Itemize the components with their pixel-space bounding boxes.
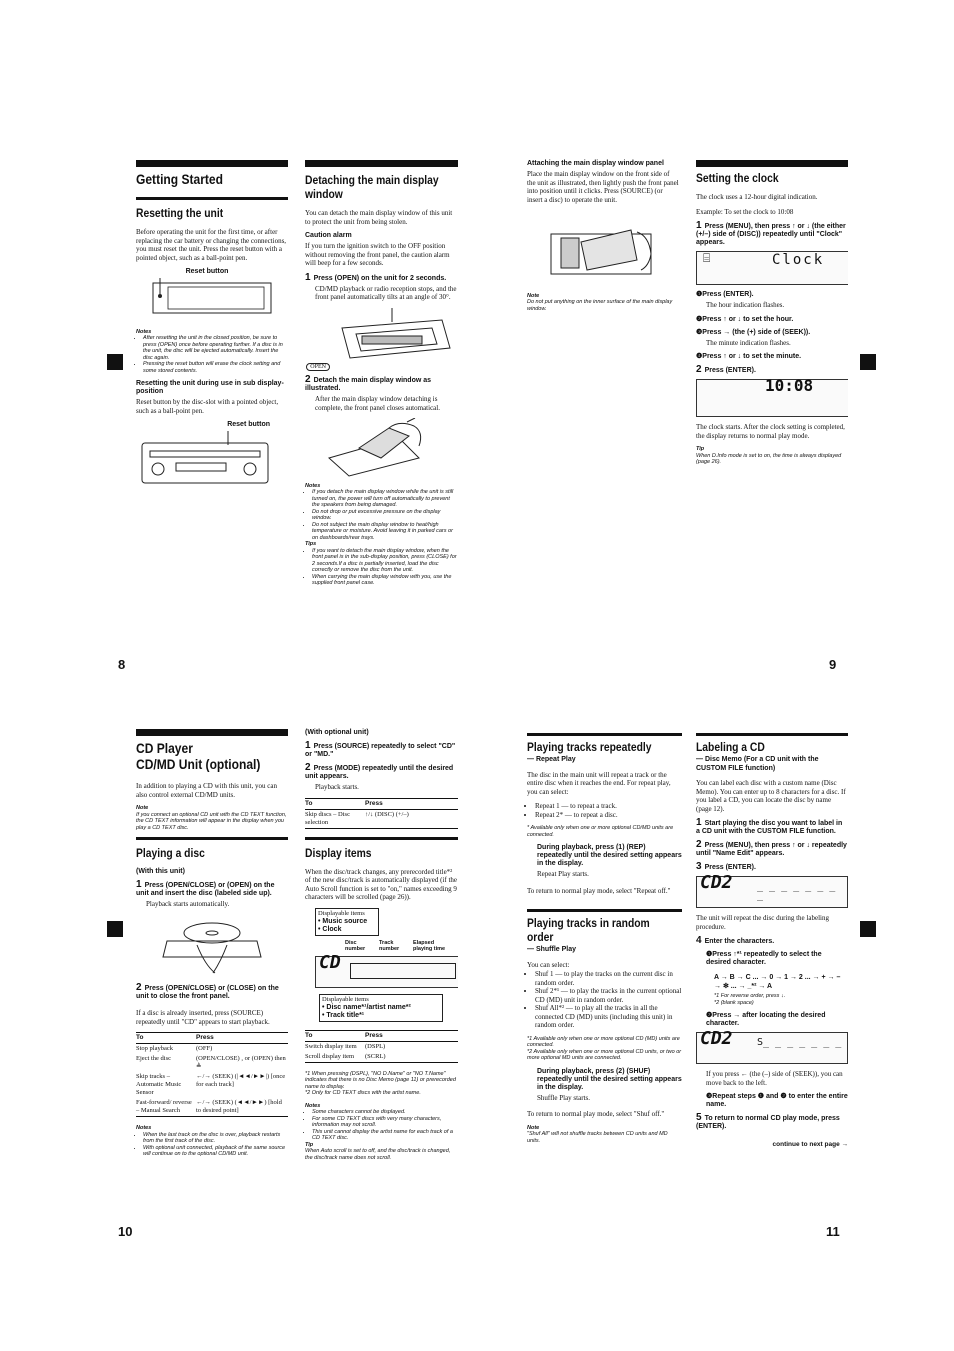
tip-text: When D.Info mode is set to on, the time is always displayed (page 26). [696,452,842,465]
section-subtitle: — Shuffle Play [527,946,577,953]
substep: ❶Press ↑*¹ repeatedly to select the desired character. [706,951,822,966]
detach-hand-illustration [319,418,444,480]
step-1: 1 Press (MENU), then press ↑ or ↓ (the either (+/–) side of (DISC)) repeatedly until "Clock" appears. [696,220,846,246]
note-text: "Shuf All" will not shuffle tracks between CD units and MD units. [527,1131,668,1144]
page-marker [860,354,876,370]
body-text: If a disc is already inserted, press (SOURCE) repeatedly until "CD" appears to start playback. [136,1009,270,1026]
table-row: Scroll display item (SCRL) [305,1052,458,1063]
note-block [136,805,288,831]
note-item: • With optional unit connected, playback of the same source will continue on to the optional CD/MD unit. [143,1145,288,1158]
notes-title: Notes [136,328,152,335]
section-bar [305,160,458,167]
step: During playback, press (1) (REP) repeatedly until the desired setting appears in the display. [537,844,682,867]
page-marker [107,354,123,370]
attach-heading: Attaching the main display window panel [527,160,664,167]
footnote: *1 For reverse order, press ↓. [714,993,786,999]
note-item: • Some characters cannot be displayed. [312,1109,458,1116]
figure-label: Reset button [227,421,270,428]
section-title: Setting the clock [696,171,779,185]
lcd-source: CD2 [700,1028,733,1049]
body-text: The disc in the main unit will repeat a track or the entire disc when it reaches the end. For repeat play, you can select: [527,770,671,796]
notes-title: Notes [136,1125,152,1131]
body-text: To return to normal play mode, select "Shuf off." [527,1110,665,1118]
repeat-shuffle-column [527,733,682,1150]
footnote: *1 Available only when one or more optional CD (MD) units are connected. [527,1035,680,1048]
table-row: Switch display item (DSPL) [305,1042,386,1050]
step-5: 5 To return to normal CD play mode, press (ENTER). [696,1112,840,1130]
section-title: Labeling a CD [696,740,765,754]
note-item: • Pressing the reset button will erase the clock setting and some stored contents. [143,361,288,374]
disc-skip-table [305,798,458,829]
section-title: Playing tracks in random order [527,916,650,944]
note-item: • For some CD TEXT discs with very many characters, information may not scroll. [312,1116,458,1129]
note-title: Note [527,1124,540,1131]
note-block [527,1125,682,1145]
repeat-options [527,802,682,819]
box-title: Displayable items [322,995,369,1003]
detach-figure-2 [305,418,458,483]
substep: ❸Repeat steps ❶ and ❷ to enter the entire name. [706,1093,848,1108]
reset-button-figure [152,278,288,321]
section-title: Getting Started [136,171,223,187]
note-item: • After resetting the unit in the closed position, be sure to press (OPEN) once before operating further. If a disc is in the unit, the disc will be ejected automatically. Insert the disc again. [143,335,288,361]
lcd-text: Clock [772,252,825,268]
controls-table [136,1032,288,1117]
lcd-time: 10:08 [765,376,814,395]
body-text: You can select: [527,960,570,969]
lcd-time-display [696,376,848,417]
step-body: CD/MD playback or radio reception stops, and the front panel automatically tilts at an angle of 30°. [315,284,457,301]
optional-unit-column [305,729,458,1167]
table-row: Skip tracks – Automatic Music Sensor ←/→ (SEEK) (|◄◄/►►|) [once for each track] [136,1073,286,1096]
box-item: • Music source [318,917,368,925]
tip-item: • If you want to detach the main display window, when the front panel is in the sub-display position, press (CLOSE) for 2 seconds.If a disc is partially inserted, load the disc correctly or remove the disc from the unit. [312,548,458,574]
subsection-title: Resetting the unit [136,206,224,220]
footnote: * Available only when one or more optional CD/MD units are connected. [527,825,674,838]
note-item: • Do not drop or put excessive pressure on the display window. [312,509,458,522]
substep: ❷Press → after locating the desired character. [706,1012,826,1027]
substep-body: The hour indication flashes. [706,301,785,309]
notes-block [136,1125,288,1158]
tip-text: When Auto scroll is set to off, and the disc/track is changed, the disc/track name does not scroll. [305,1148,451,1161]
insert-disc-illustration [157,915,267,977]
list-item: • Shuf 1 — to play the tracks on the current disc in random order. [535,970,682,987]
step-2: 2 Press (ENTER). [696,364,756,375]
body-text: The unit will repeat the disc during the labeling procedure. [696,914,829,931]
subsection-title: Playing a disc [136,846,205,860]
step-1: 1 Press (OPEN) on the unit for 2 seconds. [305,271,447,283]
section-bar [136,160,288,167]
step-2: 2 Press (OPEN/CLOSE) or (CLOSE) on the unit to close the front panel. [136,982,279,1000]
lcd-cd-display [315,951,458,988]
step-body: Repeat Play starts. [537,870,589,878]
body-text: You can detach the main display window of this unit to protect the unit from being stolen. [305,209,453,226]
chapter-title-2: CD/MD Unit (optional) [136,756,261,772]
lcd-source: CD2 [700,872,733,893]
lcd-name-field: _ _ _ _ _ _ _ _ [757,881,836,901]
list-item: • Shuf All*² — to play all the tracks in all the connected CD (MD) units (including this unit) in random order. [535,1004,682,1030]
table-row: Stop playback (OFF) [136,1045,213,1052]
section-title: Detaching the main display window [305,173,439,201]
step: During playback, press (2) (SHUF) repeatedly until the desired setting appears in the display. [537,1067,682,1091]
substep: ❸Press → (the (+) side of (SEEK)). [696,328,811,336]
tip-title: Tip [305,1141,314,1148]
page-number: 11 [826,1224,840,1239]
display-indicator-icon: ⌸ [703,251,711,265]
table-header: To [305,798,365,809]
footnote: *2 Available only when one or more optional CD units, or two or more optional MD units are connected. [527,1048,682,1061]
lcd-name-edit-display [696,872,848,908]
table-header: Press [196,1033,288,1044]
notes-title: Notes [305,482,321,489]
step-body: Playback starts automatically. [146,900,230,908]
box-title: Displayable items [318,909,365,917]
list-item: • Repeat 2* — to repeat a disc. [535,811,682,820]
detach-column [305,160,458,593]
subsection-heading: Resetting the unit during use in sub display-position [136,380,284,395]
body-text: In addition to playing a CD with this unit, you can also control external CD/MD units. [136,782,277,799]
box-item: • Clock [318,925,342,933]
page-marker [107,921,123,937]
body-text: The clock uses a 12-hour digital indication. [696,193,818,201]
substep: ❹Press ↑ or ↓ to set the minute. [696,353,802,360]
tip-title: Tip [696,446,705,452]
display-items-box-1 [315,908,379,936]
body-text: Example: To set the clock to 10:08 [696,207,794,216]
chapter-title-1: CD Player [136,740,193,756]
disc-number-label: Disc number [345,939,366,952]
note-title: Note [136,805,149,811]
open-button-label: OPEN [306,363,330,371]
table-header: To [136,1033,196,1044]
lcd-clock-display [696,251,848,285]
body-text: Place the main display window on the front side of the unit as illustrated, then lightly push the front panel into position until it clicks. Press (SOURCE) (or insert a disc) to operate the unit. [527,170,679,204]
page-number: 10 [118,1224,133,1239]
shuffle-options [527,970,682,1030]
continue-indicator: continue to next page → [772,1141,848,1148]
section-subtitle: — Repeat Play [527,756,576,763]
note-item: • Do not subject the main display window to heat/high temperature or moisture. Avoid leaving it in parked cars or on dashboards/rear trays. [312,522,458,542]
reset-button-figure-2 [136,431,288,490]
elapsed-time-label: Elapsed playing time [413,939,446,952]
subsection-title: Display items [305,845,372,860]
footnotes-block [305,1071,458,1097]
table-header: To [305,1030,365,1041]
section-bar [527,733,682,736]
section-bar [696,160,848,167]
cd-player-column [136,729,288,1164]
page-number: 9 [829,657,837,672]
page-marker [860,921,876,937]
section-bar [136,729,288,736]
body-text: To return to normal play mode, select "Repeat off." [527,886,671,895]
substep-body: The minute indication flashes. [706,338,791,347]
step-body: Playback starts. [315,783,359,791]
section-title: Playing tracks repeatedly [527,740,652,754]
body-text: You can label each disc with a custom name (Disc Memo). You can enter up to 8 characters for a disc. If you label a CD, you can locate the disc by name (page 12). [696,779,846,813]
tip-item: • When carrying the main display window with you, use the supplied front panel case. [312,574,458,587]
body-text: If you turn the ignition switch to the OFF position without removing the front panel, the caution alarm will beep for a few seconds. [305,242,450,267]
box-item: • Track title*¹ [322,1011,365,1019]
subsection-bar [305,837,458,840]
note-title: Note [527,292,540,299]
page-number: 8 [118,657,126,672]
list-item: • Repeat 1 — to repeat a track. [535,802,682,811]
step-1: 1 Press (OPEN/CLOSE) or (OPEN) on the unit and insert the disc (labeled side up). [136,879,275,897]
labeling-column [696,733,848,1150]
tilted-panel-illustration [332,308,457,368]
lcd-segment-area [350,963,456,979]
figure-label: Reset button [185,268,229,275]
lcd-name-entry-display [696,1028,848,1064]
getting-started-column [136,160,288,490]
attach-figure [527,212,679,285]
unit-sub-display-illustration [136,431,271,487]
note-item: • When the last track on the disc is over, playback restarts from the first track of the disc. [143,1132,288,1145]
body-text: The clock starts. After the clock setting is completed, the display returns to normal play mode. [696,423,845,440]
table-row: Fast-forward/ reverse – Manual Search ←/→ (SEEK) (◄◄/►►) [hold to desired point] [136,1098,288,1117]
notes-block [136,329,288,375]
body-text: If you press ← (the (–) side of (SEEK)), you can move back to the left. [706,1070,843,1087]
display-items-box-2 [319,994,443,1022]
table-row: Eject the disc (OPEN/CLOSE) , or (OPEN) then ≜ [136,1055,286,1070]
note-text: If you connect an optional CD unit with the CD TEXT function, the CD TEXT information will appear in the display when you play a CD TEXT disc. [136,811,287,831]
table-row: Skip discs – Disc selection ↑/↓ (DISC) (+/–) [305,809,458,828]
body-text: Reset button by the disc-slot with a pointed object, such as a ball-point pen. [136,398,279,415]
attach-column [527,160,679,318]
step-1: 1 Press (SOURCE) repeatedly to select "CD" or "MD." [305,740,456,758]
lcd-name-field: S_ _ _ _ _ _ _ [757,1037,842,1048]
step-2: 2 Detach the main display window as illustrated. [305,374,432,392]
step-body: Shuffle Play starts. [537,1093,590,1102]
notes-block [305,1103,458,1162]
step-2: 2 Press (MODE) repeatedly until the desired unit appears. [305,762,454,780]
footnote: *2 (blank space) [714,999,754,1006]
body-text: Before operating the unit for the first time, or after replacing the car battery or changing the connections, you must reset the unit. Press the reset button with a pointed object, such as a ball-point pen. [136,228,287,262]
note-item: • This unit cannot display the artist name for each track of a CD TEXT disc. [312,1129,458,1142]
table-header: Press [365,798,458,809]
substep: ❷Press ↑ or ↓ to set the hour. [696,315,794,323]
step-4: 4 Enter the characters. [696,935,775,946]
display-controls-table [305,1030,458,1063]
footnote: *1 When pressing (DSPL), "NO D.Name" or "NO T.Name" indicates that there is no Disc Memo (page 11) or prerecorded name to display. [305,1070,456,1090]
notes-title: Notes [305,1102,321,1109]
character-sequence: A → B → C ... → 0 → 1 → 2 ... → + → – → ✻ ... → _*² → A [714,974,841,990]
note-text: Do not put anything on the inner surface of the main display window. [527,299,673,312]
unit-front-illustration [152,278,272,318]
label-text: (With this unit) [136,868,185,875]
note-item: • If you detach the main display window while the unit is still turned on, the power will turn off automatically to prevent the speakers from being damaged. [312,489,458,509]
lcd-source: CD [319,951,341,973]
tips-title: Tips [305,541,317,547]
sequence-notes [696,993,848,1006]
section-bar [527,909,682,912]
subsection-bar [136,197,288,200]
table-header: Press [365,1030,458,1041]
caution-heading: Caution alarm [305,232,352,239]
step-1: 1 Start playing the disc you want to label in a CD unit with the CUSTOM FILE function. [696,817,843,835]
step-2: 2 Press (MENU), then press ↑ or ↓ repeatedly until "Name Edit" appears. [696,839,847,857]
section-subtitle: — Disc Memo (For a CD unit with the CUSTOM FILE function) [696,756,819,772]
track-number-label: Track number [379,939,400,952]
notes-block [305,483,458,587]
label-text: (With optional unit) [305,729,369,736]
tip-block [696,446,848,466]
section-bar [696,733,848,736]
detach-figure-1 [305,308,458,372]
substep: ❶Press (ENTER). [696,291,754,298]
clock-column [696,160,848,472]
step-3: 3 Press (ENTER). [696,861,756,872]
display-labels [345,940,458,952]
attach-panel-illustration [541,212,666,282]
body-text: When the disc/track changes, any prerecorded title*² of the new disc/track is automatically displayed (if the Auto Scroll function is set to "on," names exceeding 9 characters will be scrolled (page 26)). [305,867,458,901]
step-body: After the main display window detaching is complete, the front panel closes automatical. [315,395,440,412]
footnotes-block [527,1036,682,1062]
note-block [527,293,679,313]
list-item: • Shuf 2*¹ — to play the tracks in the current optional CD (MD) unit in random order. [535,987,682,1004]
subsection-bar [136,837,288,840]
footnote: *2 Only for CD TEXT discs with the artist name. [305,1090,421,1096]
insert-disc-figure [136,915,288,980]
box-item: • Disc name*¹/artist name*² [322,1003,411,1011]
